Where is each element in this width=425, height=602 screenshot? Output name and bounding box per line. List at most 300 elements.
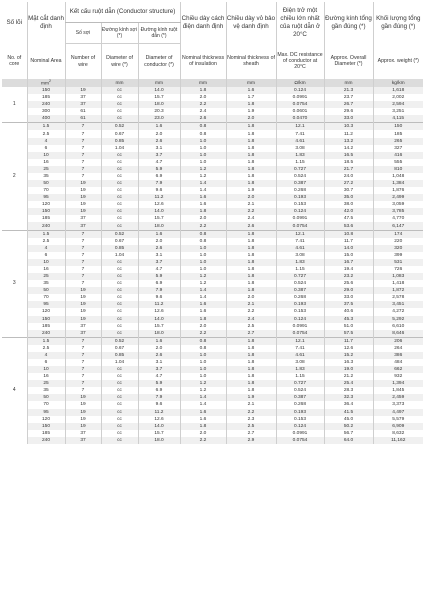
wire-dia-cell: cc (101, 409, 138, 416)
area-cell: 120 (27, 416, 65, 423)
overall-dia-cell: 16.5 (324, 152, 373, 159)
wire-dia-cell: 0.67 (101, 130, 138, 137)
insulation-cell: 0.8 (180, 238, 226, 245)
wires-cell: 37 (65, 215, 101, 222)
cond-dia-cell: 23.0 (138, 115, 180, 123)
resistance-cell: 7.41 (276, 238, 324, 245)
table-row (2, 115, 423, 123)
sheath-cell: 2.2 (226, 409, 276, 416)
cond-dia-cell: 7.9 (138, 394, 180, 401)
sheath-cell: 1.8 (226, 230, 276, 238)
table-row (2, 108, 423, 115)
wire-dia-cell: cc (101, 166, 138, 173)
unit-sheath: mm (226, 79, 276, 87)
unit-wire-dia: mm (101, 79, 138, 87)
sheath-cell: 1.7 (226, 94, 276, 101)
area-cell: 2.5 (27, 130, 65, 137)
sheath-cell: 1.8 (226, 359, 276, 366)
cond-dia-cell: 18.0 (138, 101, 180, 108)
overall-dia-cell: 45.0 (324, 416, 373, 423)
overall-dia-cell: 11.2 (324, 130, 373, 137)
wire-dia-cell: 1.04 (101, 252, 138, 259)
table-row (2, 308, 423, 315)
wires-cell: 19 (65, 301, 101, 308)
weight-cell: 2,459 (373, 394, 423, 401)
insulation-cell: 1.0 (180, 366, 226, 373)
header-area-en: Nominal Area (27, 44, 65, 80)
wires-cell: 37 (65, 101, 101, 108)
wires-cell: 61 (65, 108, 101, 115)
weight-cell: 484 (373, 359, 423, 366)
weight-cell: 206 (373, 337, 423, 345)
wires-cell: 7 (65, 359, 101, 366)
table-row (2, 252, 423, 259)
sheath-cell: 2.0 (226, 294, 276, 301)
table-row (2, 173, 423, 180)
cond-dia-cell: 6.9 (138, 280, 180, 287)
cond-dia-cell: 4.7 (138, 159, 180, 166)
weight-cell: 5,579 (373, 416, 423, 423)
sheath-cell: 1.8 (226, 266, 276, 273)
cond-dia-cell: 3.7 (138, 366, 180, 373)
resistance-cell: 0.0991 (276, 94, 324, 101)
unit-resistance: Ω/km (276, 79, 324, 87)
resistance-cell: 0.268 (276, 187, 324, 194)
sheath-cell: 2.0 (226, 194, 276, 201)
resistance-cell: 0.524 (276, 387, 324, 394)
insulation-cell: 2.2 (180, 437, 226, 444)
overall-dia-cell: 42.0 (324, 208, 373, 215)
insulation-cell: 0.8 (180, 123, 226, 131)
cond-dia-cell: 7.9 (138, 287, 180, 294)
weight-cell: 2,002 (373, 94, 423, 101)
area-cell: 1.5 (27, 337, 65, 345)
overall-dia-cell: 36.4 (324, 401, 373, 408)
sheath-cell: 2.2 (226, 208, 276, 215)
area-cell: 150 (27, 87, 65, 94)
sheath-cell: 2.4 (226, 316, 276, 323)
overall-dia-cell: 25.6 (324, 280, 373, 287)
wire-dia-cell: cc (101, 330, 138, 338)
sheath-cell: 1.8 (226, 287, 276, 294)
table-row (2, 416, 423, 423)
weight-cell: 726 (373, 266, 423, 273)
insulation-cell: 2.2 (180, 101, 226, 108)
table-row (2, 208, 423, 215)
overall-dia-cell: 30.7 (324, 187, 373, 194)
overall-dia-cell: 27.2 (324, 180, 373, 187)
sheath-cell: 1.9 (226, 394, 276, 401)
wires-cell: 61 (65, 115, 101, 123)
table-row (2, 352, 423, 359)
wires-cell: 7 (65, 123, 101, 131)
resistance-cell: 0.124 (276, 423, 324, 430)
sheath-cell: 2.0 (226, 115, 276, 123)
table-row (2, 201, 423, 208)
cond-dia-cell: 20.3 (138, 108, 180, 115)
wires-cell: 19 (65, 423, 101, 430)
wires-cell: 19 (65, 394, 101, 401)
table-row (2, 101, 423, 108)
cond-dia-cell: 4.7 (138, 266, 180, 273)
cond-dia-cell: 1.6 (138, 230, 180, 238)
cond-dia-cell: 11.2 (138, 301, 180, 308)
insulation-cell: 1.2 (180, 380, 226, 387)
wire-dia-cell: cc (101, 159, 138, 166)
wire-dia-cell: 1.04 (101, 359, 138, 366)
core-count-cell: 4 (2, 337, 27, 444)
insulation-cell: 2.2 (180, 330, 226, 338)
overall-dia-cell: 57.5 (324, 330, 373, 338)
weight-cell: 4,770 (373, 215, 423, 222)
overall-dia-cell: 24.0 (324, 173, 373, 180)
area-cell: 35 (27, 173, 65, 180)
weight-cell: 3,373 (373, 401, 423, 408)
wire-dia-cell: cc (101, 437, 138, 444)
resistance-cell: 0.124 (276, 87, 324, 94)
wire-dia-cell: cc (101, 266, 138, 273)
sheath-cell: 1.8 (226, 259, 276, 266)
sheath-cell: 1.8 (226, 280, 276, 287)
wires-cell: 7 (65, 145, 101, 152)
resistance-cell: 7.41 (276, 345, 324, 352)
cond-dia-cell: 12.6 (138, 201, 180, 208)
area-cell: 10 (27, 152, 65, 159)
table-row (2, 180, 423, 187)
cond-dia-cell: 6.9 (138, 173, 180, 180)
area-cell: 6 (27, 359, 65, 366)
weight-cell: 1,384 (373, 180, 423, 187)
unit-insulation: mm (180, 79, 226, 87)
cond-dia-cell: 9.6 (138, 294, 180, 301)
area-cell: 25 (27, 380, 65, 387)
resistance-cell: 1.83 (276, 152, 324, 159)
table-row (2, 337, 423, 345)
weight-cell: 265 (373, 138, 423, 145)
sheath-cell: 2.1 (226, 301, 276, 308)
resistance-cell: 4.61 (276, 245, 324, 252)
area-cell: 4 (27, 352, 65, 359)
wire-dia-cell: cc (101, 108, 138, 115)
area-cell: 50 (27, 287, 65, 294)
resistance-cell: 0.0754 (276, 330, 324, 338)
wires-cell: 37 (65, 222, 101, 230)
sheath-cell: 2.4 (226, 215, 276, 222)
sheath-cell: 1.9 (226, 108, 276, 115)
core-count-cell: 2 (2, 123, 27, 230)
resistance-cell: 0.0991 (276, 430, 324, 437)
overall-dia-cell: 21.2 (324, 373, 373, 380)
wires-cell: 7 (65, 130, 101, 137)
resistance-cell: 0.387 (276, 287, 324, 294)
insulation-cell: 1.2 (180, 280, 226, 287)
wires-cell: 7 (65, 173, 101, 180)
wires-cell: 19 (65, 187, 101, 194)
weight-cell: 1,394 (373, 380, 423, 387)
area-cell: 2.5 (27, 238, 65, 245)
insulation-cell: 1.6 (180, 416, 226, 423)
wire-dia-cell: cc (101, 115, 138, 123)
cond-dia-cell: 15.7 (138, 323, 180, 330)
wires-cell: 19 (65, 401, 101, 408)
cable-spec-table (2, 2, 423, 444)
weight-cell: 4,115 (373, 115, 423, 123)
wire-dia-cell: cc (101, 280, 138, 287)
table-row (2, 423, 423, 430)
table-row (2, 245, 423, 252)
sheath-cell: 1.8 (226, 152, 276, 159)
cond-dia-cell: 6.9 (138, 387, 180, 394)
wires-cell: 7 (65, 230, 101, 238)
sheath-cell: 1.8 (226, 252, 276, 259)
insulation-cell: 1.0 (180, 152, 226, 159)
overall-dia-cell: 15.0 (324, 252, 373, 259)
header-wires-vi: Số sợi (65, 23, 101, 44)
wire-dia-cell: cc (101, 215, 138, 222)
sheath-cell: 1.8 (226, 180, 276, 187)
wires-cell: 7 (65, 345, 101, 352)
table-row (2, 301, 423, 308)
area-cell: 50 (27, 180, 65, 187)
wires-cell: 37 (65, 94, 101, 101)
overall-dia-cell: 29.6 (324, 108, 373, 115)
cond-dia-cell: 11.2 (138, 409, 180, 416)
header-weight-vi: Khối lượng tổng gần đúng (*) (373, 2, 423, 44)
resistance-cell: 3.08 (276, 252, 324, 259)
area-cell: 2.5 (27, 345, 65, 352)
table-row (2, 87, 423, 94)
wire-dia-cell: cc (101, 301, 138, 308)
overall-dia-cell: 23.2 (324, 273, 373, 280)
area-cell: 10 (27, 259, 65, 266)
cable-spec-table-container (2, 2, 423, 444)
wire-dia-cell: cc (101, 173, 138, 180)
resistance-cell: 1.15 (276, 373, 324, 380)
cond-dia-cell: 5.9 (138, 166, 180, 173)
table-row (2, 280, 423, 287)
wires-cell: 7 (65, 152, 101, 159)
area-cell: 185 (27, 215, 65, 222)
weight-cell: 416 (373, 152, 423, 159)
unit-area (27, 79, 65, 87)
wires-cell: 7 (65, 366, 101, 373)
cond-dia-cell: 3.1 (138, 359, 180, 366)
insulation-cell: 1.6 (180, 301, 226, 308)
insulation-cell: 1.8 (180, 208, 226, 215)
wire-dia-cell: cc (101, 180, 138, 187)
wires-cell: 37 (65, 330, 101, 338)
insulation-cell: 1.0 (180, 259, 226, 266)
wires-cell: 19 (65, 87, 101, 94)
area-cell: 50 (27, 394, 65, 401)
overall-dia-cell: 23.7 (324, 94, 373, 101)
weight-cell: 2,594 (373, 101, 423, 108)
weight-cell: 1,083 (373, 273, 423, 280)
wires-cell: 7 (65, 245, 101, 252)
header-sheath-vi: Chiều dày vỏ bảo vệ danh định (226, 2, 276, 44)
table-row (2, 323, 423, 330)
area-cell: 300 (27, 108, 65, 115)
sheath-cell: 1.8 (226, 380, 276, 387)
cond-dia-cell: 11.2 (138, 194, 180, 201)
wire-dia-cell: cc (101, 308, 138, 315)
weight-cell: 6,610 (373, 323, 423, 330)
table-row (2, 222, 423, 230)
cond-dia-cell: 15.7 (138, 430, 180, 437)
area-cell: 16 (27, 266, 65, 273)
table-row (2, 266, 423, 273)
area-cell: 1.5 (27, 123, 65, 131)
weight-cell: 1,618 (373, 87, 423, 94)
resistance-cell: 0.124 (276, 316, 324, 323)
cond-dia-cell: 14.0 (138, 316, 180, 323)
resistance-cell: 0.0754 (276, 437, 324, 444)
table-row (2, 345, 423, 352)
insulation-cell: 1.0 (180, 266, 226, 273)
wire-dia-cell: cc (101, 373, 138, 380)
wires-cell: 7 (65, 387, 101, 394)
insulation-cell: 1.0 (180, 138, 226, 145)
weight-cell: 531 (373, 259, 423, 266)
table-row (2, 194, 423, 201)
header-overall-dia-en: Approx. Overall Diameter (*) (324, 44, 373, 80)
area-cell: 95 (27, 194, 65, 201)
table-row (2, 373, 423, 380)
wire-dia-cell: cc (101, 416, 138, 423)
overall-dia-cell: 41.5 (324, 409, 373, 416)
sheath-cell: 1.8 (226, 166, 276, 173)
overall-dia-cell: 50.2 (324, 423, 373, 430)
wire-dia-cell: 1.04 (101, 145, 138, 152)
overall-dia-cell: 40.6 (324, 308, 373, 315)
wires-cell: 7 (65, 352, 101, 359)
wire-dia-cell: cc (101, 87, 138, 94)
cond-dia-cell: 18.0 (138, 437, 180, 444)
resistance-cell: 0.153 (276, 201, 324, 208)
wires-cell: 19 (65, 201, 101, 208)
weight-cell: 8,632 (373, 430, 423, 437)
insulation-cell: 0.8 (180, 130, 226, 137)
header-insulation-en: Nominal thickness of insulation (180, 44, 226, 80)
insulation-cell: 1.0 (180, 373, 226, 380)
weight-cell: 2,578 (373, 294, 423, 301)
weight-cell: 5,292 (373, 316, 423, 323)
wires-cell: 7 (65, 259, 101, 266)
table-header (2, 2, 423, 87)
cond-dia-cell: 12.6 (138, 308, 180, 315)
overall-dia-cell: 15.2 (324, 352, 373, 359)
overall-dia-cell: 29.0 (324, 287, 373, 294)
area-cell: 70 (27, 401, 65, 408)
wire-dia-cell: 0.85 (101, 245, 138, 252)
area-cell: 6 (27, 145, 65, 152)
table-row (2, 152, 423, 159)
unit-core (2, 79, 27, 87)
resistance-cell: 0.193 (276, 301, 324, 308)
cond-dia-cell: 9.6 (138, 187, 180, 194)
wires-cell: 7 (65, 273, 101, 280)
cond-dia-cell: 4.7 (138, 373, 180, 380)
resistance-cell: 0.153 (276, 416, 324, 423)
table-row (2, 409, 423, 416)
table-row (2, 316, 423, 323)
insulation-cell: 1.4 (180, 180, 226, 187)
insulation-cell: 1.0 (180, 359, 226, 366)
weight-cell: 3,451 (373, 301, 423, 308)
wires-cell: 7 (65, 380, 101, 387)
weight-cell: 174 (373, 230, 423, 238)
weight-cell: 220 (373, 238, 423, 245)
cond-dia-cell: 5.9 (138, 380, 180, 387)
sheath-cell: 1.8 (226, 159, 276, 166)
table-row (2, 187, 423, 194)
cond-dia-cell: 7.9 (138, 180, 180, 187)
wires-cell: 7 (65, 166, 101, 173)
area-cell: 25 (27, 166, 65, 173)
sheath-cell: 2.2 (226, 308, 276, 315)
cond-dia-cell: 15.7 (138, 94, 180, 101)
header-cond-dia-en: Diameter of conductor (*) (138, 44, 180, 80)
header-wire-dia-en: Diameter of wire (*) (101, 44, 138, 80)
cond-dia-cell: 2.6 (138, 245, 180, 252)
overall-dia-cell: 56.7 (324, 430, 373, 437)
resistance-cell: 1.83 (276, 366, 324, 373)
table-row (2, 437, 423, 444)
resistance-cell: 7.41 (276, 130, 324, 137)
area-cell: 95 (27, 301, 65, 308)
resistance-cell: 0.0991 (276, 215, 324, 222)
wire-dia-cell: cc (101, 423, 138, 430)
resistance-cell: 0.193 (276, 409, 324, 416)
area-cell: 10 (27, 366, 65, 373)
unit-area-sup: 2 (49, 79, 51, 84)
insulation-cell: 1.4 (180, 187, 226, 194)
insulation-cell: 2.0 (180, 215, 226, 222)
wires-cell: 19 (65, 180, 101, 187)
sheath-cell: 2.9 (226, 437, 276, 444)
overall-dia-cell: 64.0 (324, 437, 373, 444)
wires-cell: 19 (65, 194, 101, 201)
cond-dia-cell: 3.1 (138, 145, 180, 152)
insulation-cell: 1.8 (180, 87, 226, 94)
header-conductor-vi: Kết cấu ruột dẫn (Conductor structure) (65, 2, 180, 23)
sheath-cell: 1.8 (226, 145, 276, 152)
wire-dia-cell: cc (101, 222, 138, 230)
wires-cell: 7 (65, 252, 101, 259)
area-cell: 240 (27, 330, 65, 338)
overall-dia-cell: 13.2 (324, 138, 373, 145)
insulation-cell: 1.4 (180, 294, 226, 301)
wires-cell: 19 (65, 416, 101, 423)
resistance-cell: 4.61 (276, 352, 324, 359)
resistance-cell: 1.15 (276, 159, 324, 166)
area-cell: 150 (27, 208, 65, 215)
area-cell: 35 (27, 387, 65, 394)
table-row (2, 387, 423, 394)
header-area-vi: Mặt cắt danh định (27, 2, 65, 44)
wire-dia-cell: cc (101, 287, 138, 294)
wire-dia-cell: cc (101, 387, 138, 394)
overall-dia-cell: 12.6 (324, 345, 373, 352)
table-row (2, 294, 423, 301)
overall-dia-cell: 11.7 (324, 238, 373, 245)
resistance-cell: 0.193 (276, 194, 324, 201)
insulation-cell: 1.0 (180, 352, 226, 359)
area-cell: 16 (27, 373, 65, 380)
overall-dia-cell: 11.7 (324, 337, 373, 345)
weight-cell: 4,272 (373, 308, 423, 315)
table-row (2, 287, 423, 294)
